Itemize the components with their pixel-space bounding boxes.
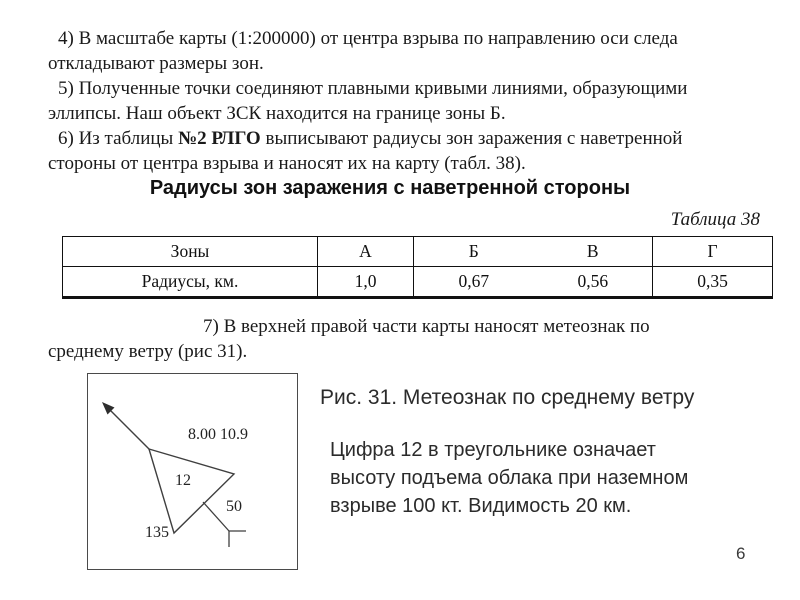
meteo-triangle <box>149 449 234 533</box>
figure-caption: Рис. 31. Метеознак по среднему ветру <box>320 386 695 409</box>
flag-corner-mark <box>229 531 246 547</box>
table-number-label: Таблица 38 <box>670 209 760 230</box>
table-header-row <box>63 237 773 267</box>
radius-value-v: 0,56 <box>577 271 609 291</box>
paragraph-item-6 <box>48 126 754 176</box>
table-row-label: Радиусы, км. <box>141 271 239 291</box>
paragraph-item-4: 4) В масштабе карты (1:200000) от центра взрыва по направлению оси следа откладывают размеры зон. <box>48 28 678 74</box>
intro-text-block <box>48 26 754 176</box>
figure-description: Цифра 12 в треугольнике означает высоту подъема облака при наземном взрыве 100 кт. Видимость 20 км. <box>330 439 689 517</box>
meteo-sign-figure <box>87 373 298 570</box>
paragraph-item-7: 7) В верхней правой части карты наносят метеознак по среднему ветру (рис 31). <box>48 316 650 362</box>
item-6-prefix: 6) Из таблицы <box>58 128 179 149</box>
table-header-zone-a: А <box>318 237 414 267</box>
page-number: 6 <box>736 544 746 563</box>
item-6-suffix: выписывают радиусы зон заражения с наветренной стороны от центра взрыва и наносят их на карту (табл. 38). <box>48 128 683 174</box>
wind-arrow-line <box>109 409 149 449</box>
radius-value-b: 0,67 <box>414 267 534 298</box>
table-header-zones: Зоны <box>63 237 318 267</box>
radius-value-g: 0,35 <box>653 267 773 298</box>
table-header-zone-g: Г <box>653 237 773 267</box>
label-cloud-height: 12 <box>175 472 191 489</box>
paragraph-item-5: 5) Полученные точки соединяют плавными кривыми линиями, образующими эллипсы. Наш объект ЗСК находится на границе зоны Б. <box>48 78 688 124</box>
zones-radius-table <box>62 236 773 299</box>
label-value-135: 135 <box>145 524 169 541</box>
table-header-zone-v: В <box>534 237 653 267</box>
item-6-bold-ref: №2 РЛГО <box>178 128 261 149</box>
label-wind-speed: 8.00 10.9 <box>188 426 248 443</box>
radius-value-a: 1,0 <box>318 267 414 298</box>
section-heading: Радиусы зон заражения с наветренной стороны <box>149 177 631 199</box>
meteo-sign-drawing <box>88 374 296 568</box>
table-row <box>63 267 773 298</box>
label-value-50: 50 <box>226 498 242 515</box>
table-header-zone-b: Б <box>414 237 534 267</box>
